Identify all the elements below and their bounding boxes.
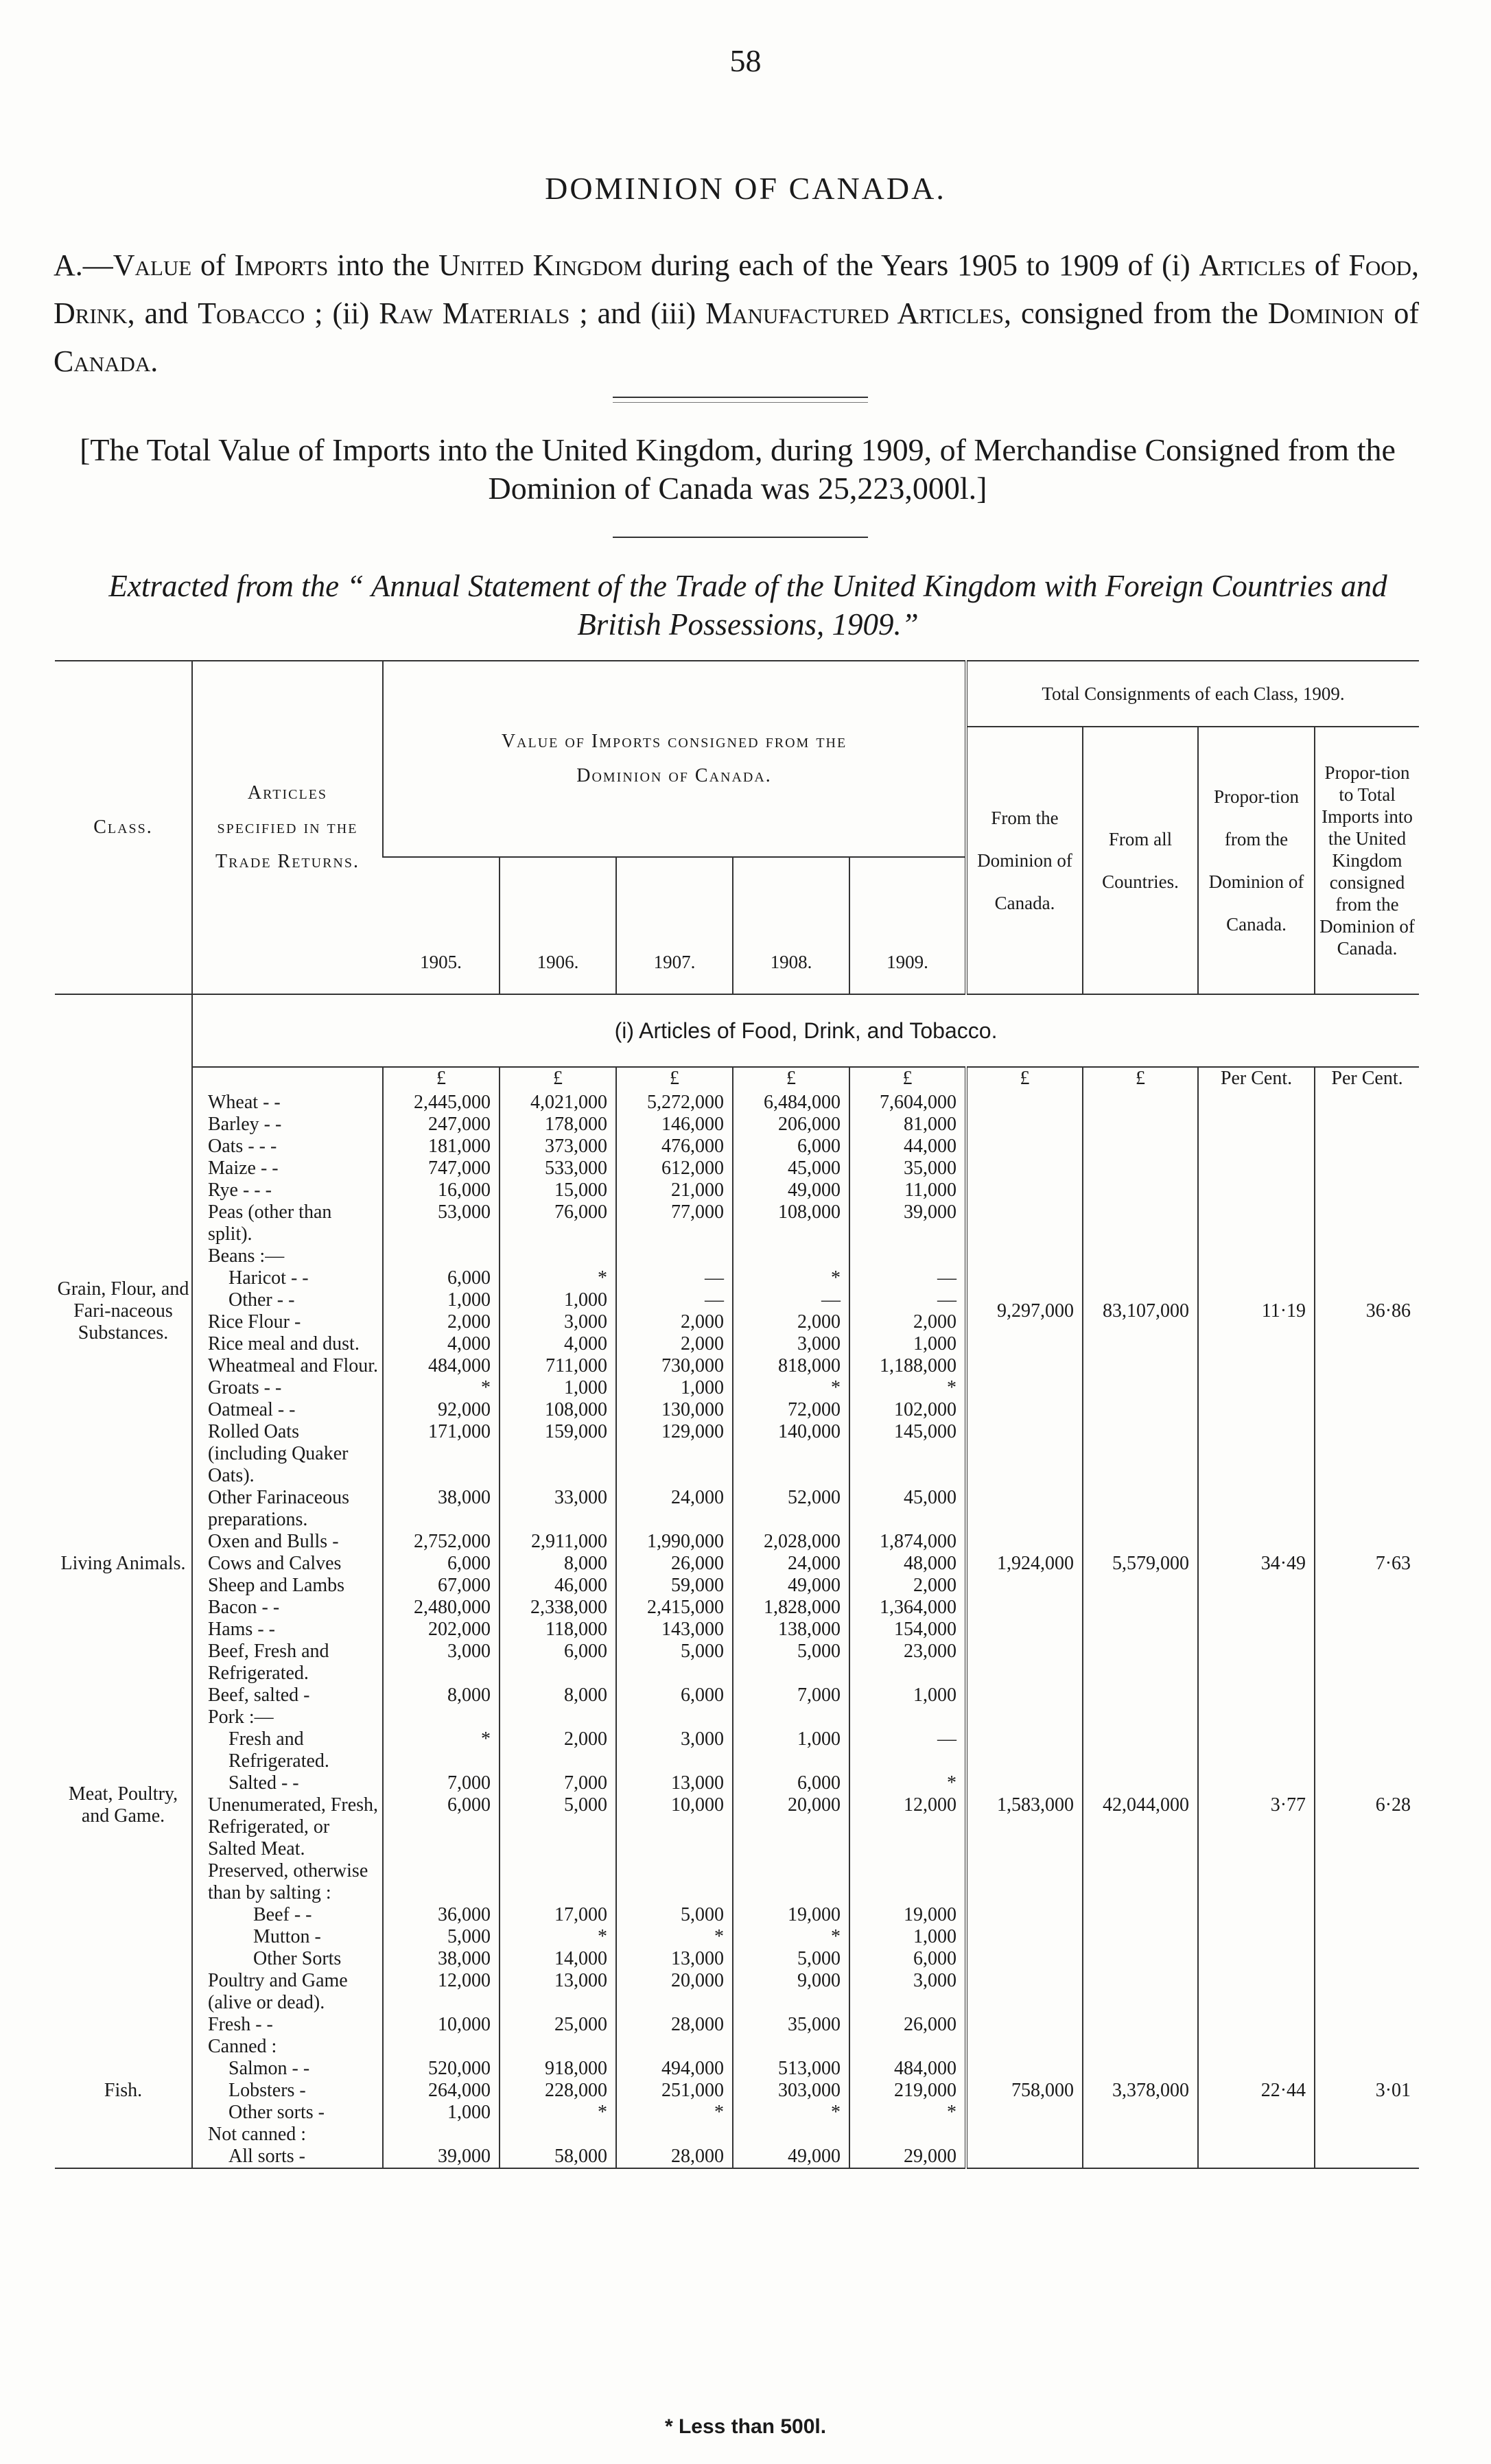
value-cell: 1,188,000 (849, 1355, 966, 1377)
value-cell: 5,000 (383, 1926, 500, 1948)
value-cell: 6,000 (616, 1685, 733, 1706)
article-name: Beans :— (192, 1245, 383, 1267)
value-cell: 2,480,000 (383, 1597, 500, 1619)
value-cell: * (500, 2102, 616, 2124)
value-cell: 12,000 (383, 1970, 500, 2014)
value-cell: 146,000 (616, 1114, 733, 1136)
value-cell: 145,000 (849, 1421, 966, 1487)
unit-label: £ (500, 1067, 616, 1092)
value-cell (733, 1706, 849, 1728)
value-cell: 81,000 (849, 1114, 966, 1136)
value-cell (500, 1860, 616, 1904)
value-cell: 6,000 (383, 1553, 500, 1575)
article-name: Rice meal and dust. (192, 1333, 383, 1355)
value-cell (733, 2124, 849, 2146)
value-cell: 533,000 (500, 1158, 616, 1180)
article-name: Other Farinaceous preparations. (192, 1487, 383, 1531)
value-cell (500, 1245, 616, 1267)
value-cell: 1,000 (849, 1926, 966, 1948)
value-cell: 7,604,000 (849, 1092, 966, 1114)
value-cell: 181,000 (383, 1136, 500, 1158)
value-cell: 38,000 (383, 1948, 500, 1970)
article-name: Rolled Oats (including Quaker Oats). (192, 1421, 383, 1487)
proportion-to-total: 6·28 (1315, 1597, 1419, 2014)
value-cell: 3,000 (500, 1311, 616, 1333)
article-name: Cows and Calves (192, 1553, 383, 1575)
value-cell: 2,028,000 (733, 1531, 849, 1553)
header-year-1906: 1906. (500, 857, 616, 994)
article-name: Other sorts - (192, 2102, 383, 2124)
value-cell: — (616, 1267, 733, 1289)
value-cell: * (733, 1377, 849, 1399)
value-cell: 5,000 (616, 1641, 733, 1685)
value-cell: 219,000 (849, 2080, 966, 2102)
article-name: Oats - - - (192, 1136, 383, 1158)
value-cell: 494,000 (616, 2058, 733, 2080)
article-name: Haricot - - (192, 1267, 383, 1289)
value-cell: 1,000 (849, 1685, 966, 1706)
value-cell: — (849, 1267, 966, 1289)
value-cell: 19,000 (733, 1904, 849, 1926)
class-label: Living Animals. (60, 1553, 186, 1574)
value-cell (616, 1245, 733, 1267)
proportion-from-dominion: 11·19 (1198, 1092, 1315, 1531)
article-name: Oxen and Bulls - (192, 1531, 383, 1553)
article-name: Sheep and Lambs (192, 1575, 383, 1597)
value-cell (383, 1245, 500, 1267)
value-cell (383, 2124, 500, 2146)
article-name: Fresh and Refrigerated. (192, 1728, 383, 1772)
total-from-dominion: 1,583,000 (966, 1597, 1083, 2014)
proportion-to-total: 7·63 (1315, 1531, 1419, 1597)
value-cell (849, 2036, 966, 2058)
value-cell: 303,000 (733, 2080, 849, 2102)
header-year-1905: 1905. (383, 857, 500, 994)
value-cell: 206,000 (733, 1114, 849, 1136)
unit-label: £ (966, 1067, 1083, 1092)
value-cell: 818,000 (733, 1355, 849, 1377)
class-label: Fish. (104, 2080, 143, 2101)
header-from-all: From all Countries. (1083, 727, 1198, 994)
class-label: Grain, Flour, and Fari-naceous Substances. (57, 1278, 189, 1344)
article-name: Groats - - (192, 1377, 383, 1399)
value-cell: 1,000 (616, 1377, 733, 1399)
value-cell: 202,000 (383, 1619, 500, 1641)
header-total-group: Total Consignments of each Class, 1909. (966, 661, 1419, 727)
header-value-group: Value of Imports consigned from the Dominion of Canada. (383, 661, 966, 857)
article-name: Beef - - (192, 1904, 383, 1926)
value-cell: 228,000 (500, 2080, 616, 2102)
value-cell: 6,484,000 (733, 1092, 849, 1114)
divider-rule (613, 402, 868, 403)
value-cell: 9,000 (733, 1970, 849, 2014)
total-value-note: [The Total Value of Imports into the United Kingdom, during 1909, of Merchandise Consigned from the Dominion of Canada was 25,223,000l.] (80, 432, 1396, 506)
proportion-to-total: 36·86 (1315, 1092, 1419, 1531)
value-cell: 15,000 (500, 1180, 616, 1201)
value-cell: 58,000 (500, 2146, 616, 2168)
value-cell: 138,000 (733, 1619, 849, 1641)
value-cell: 711,000 (500, 1355, 616, 1377)
value-cell: 24,000 (616, 1487, 733, 1531)
value-cell: 918,000 (500, 2058, 616, 2080)
value-cell: 108,000 (733, 1201, 849, 1245)
value-cell: 39,000 (849, 1201, 966, 1245)
value-cell: 1,000 (383, 2102, 500, 2124)
value-cell: 6,000 (500, 1641, 616, 1685)
value-cell: 26,000 (849, 2014, 966, 2036)
value-cell: 730,000 (616, 1355, 733, 1377)
total-from-all: 5,579,000 (1083, 1531, 1198, 1597)
unit-label: £ (849, 1067, 966, 1092)
value-cell: 1,874,000 (849, 1531, 966, 1553)
total-from-dominion: 9,297,000 (966, 1092, 1083, 1531)
value-cell: 1,000 (849, 1333, 966, 1355)
value-cell: 25,000 (500, 2014, 616, 2036)
total-from-all: 3,378,000 (1083, 2014, 1198, 2168)
article-name: Unenumerated, Fresh, Refrigerated, or Salted Meat. (192, 1794, 383, 1860)
value-cell: 1,828,000 (733, 1597, 849, 1619)
value-cell: 2,000 (616, 1311, 733, 1333)
value-cell: 13,000 (616, 1772, 733, 1794)
total-from-all: 42,044,000 (1083, 1597, 1198, 2014)
value-cell: 23,000 (849, 1641, 966, 1685)
value-cell: 77,000 (616, 1201, 733, 1245)
value-cell: 7,000 (383, 1772, 500, 1794)
page-number: 58 (729, 43, 762, 78)
value-cell: 1,000 (500, 1289, 616, 1311)
value-cell: 67,000 (383, 1575, 500, 1597)
value-cell: 373,000 (500, 1136, 616, 1158)
value-cell: 38,000 (383, 1487, 500, 1531)
value-cell: 1,000 (733, 1728, 849, 1772)
value-cell: 39,000 (383, 2146, 500, 2168)
value-cell: 140,000 (733, 1421, 849, 1487)
proportion-to-total: 3·01 (1315, 2014, 1419, 2168)
value-cell: 1,000 (383, 1289, 500, 1311)
value-cell: 53,000 (383, 1201, 500, 1245)
value-cell: — (849, 1289, 966, 1311)
value-cell: 17,000 (500, 1904, 616, 1926)
table-row (55, 2014, 1419, 2036)
value-cell (500, 1706, 616, 1728)
article-name: Hams - - (192, 1619, 383, 1641)
value-cell: 2,445,000 (383, 1092, 500, 1114)
article-name: Peas (other than split). (192, 1201, 383, 1245)
value-cell: 48,000 (849, 1553, 966, 1575)
article-name: Bacon - - (192, 1597, 383, 1619)
value-cell: 484,000 (383, 1355, 500, 1377)
value-cell: 12,000 (849, 1794, 966, 1860)
value-cell: 2,415,000 (616, 1597, 733, 1619)
divider-rule (613, 537, 868, 538)
value-cell (733, 1860, 849, 1904)
value-cell (849, 1706, 966, 1728)
value-cell: 8,000 (383, 1685, 500, 1706)
value-cell: 251,000 (616, 2080, 733, 2102)
value-cell: 6,000 (849, 1948, 966, 1970)
value-cell: 5,000 (500, 1794, 616, 1860)
value-cell: * (616, 1926, 733, 1948)
value-cell: * (849, 2102, 966, 2124)
value-cell: 2,000 (733, 1311, 849, 1333)
value-cell: 29,000 (849, 2146, 966, 2168)
value-cell: 49,000 (733, 2146, 849, 2168)
unit-label: Per Cent. (1315, 1067, 1419, 1092)
value-cell: — (616, 1289, 733, 1311)
value-cell: * (733, 1267, 849, 1289)
unit-label: Per Cent. (1198, 1067, 1315, 1092)
header-proportion-total: Propor-tion to Total Imports into the United Kingdom consigned from the Dominion of Canada. (1315, 727, 1419, 994)
value-cell (383, 1706, 500, 1728)
value-cell: 11,000 (849, 1180, 966, 1201)
value-cell: 4,000 (383, 1333, 500, 1355)
imports-table (55, 660, 1419, 2169)
value-cell (616, 1706, 733, 1728)
article-name: Preserved, otherwise than by salting : (192, 1860, 383, 1904)
article-name: Other Sorts (192, 1948, 383, 1970)
section-title: (i) Articles of Food, Drink, and Tobacco. (192, 994, 1419, 1067)
value-cell: 264,000 (383, 2080, 500, 2102)
value-cell: 52,000 (733, 1487, 849, 1531)
value-cell (733, 2036, 849, 2058)
value-cell: 2,000 (849, 1311, 966, 1333)
header-class: Class. (55, 661, 192, 994)
unit-label: £ (733, 1067, 849, 1092)
header-year-1907: 1907. (616, 857, 733, 994)
value-cell: * (849, 1377, 966, 1399)
value-cell: 45,000 (733, 1158, 849, 1180)
value-cell: 24,000 (733, 1553, 849, 1575)
value-cell: — (849, 1728, 966, 1772)
footnote: * Less than 500l. (664, 2415, 827, 2438)
value-cell: 2,000 (849, 1575, 966, 1597)
value-cell: 247,000 (383, 1114, 500, 1136)
value-cell: 2,752,000 (383, 1531, 500, 1553)
value-cell: 72,000 (733, 1399, 849, 1421)
value-cell: 3,000 (849, 1970, 966, 2014)
value-cell: 3,000 (733, 1333, 849, 1355)
value-cell (849, 1245, 966, 1267)
header-year-1908: 1908. (733, 857, 849, 994)
value-cell: 178,000 (500, 1114, 616, 1136)
value-cell: 49,000 (733, 1575, 849, 1597)
value-cell (849, 2124, 966, 2146)
value-cell: 76,000 (500, 1201, 616, 1245)
value-cell: — (733, 1289, 849, 1311)
value-cell: 2,000 (616, 1333, 733, 1355)
value-cell: 13,000 (616, 1948, 733, 1970)
value-cell: * (616, 2102, 733, 2124)
value-cell: 154,000 (849, 1619, 966, 1641)
article-name: Beef, Fresh and Refrigerated. (192, 1641, 383, 1685)
article-name: Wheat - - (192, 1092, 383, 1114)
value-cell: 10,000 (616, 1794, 733, 1860)
article-name: Salted - - (192, 1772, 383, 1794)
article-name: Wheatmeal and Flour. (192, 1355, 383, 1377)
table-heading: A.—Value of Imports into the United Kingdom during each of the Years 1905 to 1909 of (i) Articles of Food, Drink, and Tobacco ; (ii) Raw Materials ; and (iii) Manufactured Articles, consigned from the Dominion of Canada. (54, 248, 1420, 378)
value-cell: 1,990,000 (616, 1531, 733, 1553)
value-cell: 6,000 (383, 1267, 500, 1289)
value-cell (383, 1860, 500, 1904)
article-name: Rye - - - (192, 1180, 383, 1201)
unit-label: £ (383, 1067, 500, 1092)
value-cell: * (383, 1728, 500, 1772)
value-cell: 102,000 (849, 1399, 966, 1421)
value-cell: 14,000 (500, 1948, 616, 1970)
table-row (55, 1597, 1419, 1619)
value-cell: 21,000 (616, 1180, 733, 1201)
article-name: Oatmeal - - (192, 1399, 383, 1421)
value-cell: 1,000 (500, 1377, 616, 1399)
value-cell (616, 2036, 733, 2058)
value-cell: 7,000 (733, 1685, 849, 1706)
value-cell: 7,000 (500, 1772, 616, 1794)
total-from-dominion: 1,924,000 (966, 1531, 1083, 1597)
total-from-dominion: 758,000 (966, 2014, 1083, 2168)
value-cell: 26,000 (616, 1553, 733, 1575)
value-cell: * (733, 2102, 849, 2124)
value-cell: 49,000 (733, 1180, 849, 1201)
value-cell: 4,021,000 (500, 1092, 616, 1114)
value-cell: 46,000 (500, 1575, 616, 1597)
value-cell: 5,000 (616, 1904, 733, 1926)
value-cell: 6,000 (383, 1794, 500, 1860)
value-cell: * (733, 1926, 849, 1948)
article-name: Beef, salted - (192, 1685, 383, 1706)
article-name: Not canned : (192, 2124, 383, 2146)
value-cell: 92,000 (383, 1399, 500, 1421)
extract-source-note: Extracted from the “ Annual Statement of the Trade of the United Kingdom with Foreign Countries and British Possessions, 1909.” (108, 569, 1387, 642)
value-cell: * (500, 1926, 616, 1948)
value-cell: 20,000 (733, 1794, 849, 1860)
value-cell: 2,911,000 (500, 1531, 616, 1553)
value-cell: 44,000 (849, 1136, 966, 1158)
value-cell: 8,000 (500, 1685, 616, 1706)
value-cell (500, 2124, 616, 2146)
header-articles: Articles specified in the Trade Returns. (192, 661, 383, 994)
article-name: Poultry and Game (alive or dead). (192, 1970, 383, 2014)
divider-rule (613, 397, 868, 398)
value-cell: 476,000 (616, 1136, 733, 1158)
value-cell: 59,000 (616, 1575, 733, 1597)
value-cell: 118,000 (500, 1619, 616, 1641)
value-cell: 513,000 (733, 2058, 849, 2080)
article-name: Fresh - - (192, 2014, 383, 2036)
class-label: Meat, Poultry, and Game. (68, 1783, 178, 1827)
value-cell (616, 2124, 733, 2146)
value-cell (849, 1860, 966, 1904)
value-cell: 143,000 (616, 1619, 733, 1641)
value-cell: 3,000 (383, 1641, 500, 1685)
value-cell: 6,000 (733, 1772, 849, 1794)
value-cell: 747,000 (383, 1158, 500, 1180)
article-name: Salmon - - (192, 2058, 383, 2080)
value-cell: * (849, 1772, 966, 1794)
value-cell: 3,000 (616, 1728, 733, 1772)
value-cell: 10,000 (383, 2014, 500, 2036)
value-cell: 2,338,000 (500, 1597, 616, 1619)
proportion-from-dominion: 22·44 (1198, 2014, 1315, 2168)
article-name: Lobsters - (192, 2080, 383, 2102)
value-cell: 108,000 (500, 1399, 616, 1421)
value-cell: 13,000 (500, 1970, 616, 2014)
header-from-dominion: From the Dominion of Canada. (966, 727, 1083, 994)
value-cell (733, 1245, 849, 1267)
value-cell: 6,000 (733, 1136, 849, 1158)
value-cell: 28,000 (616, 2014, 733, 2036)
country-title: DOMINION OF CANADA. (545, 171, 946, 206)
value-cell: 2,000 (383, 1311, 500, 1333)
article-name: Rice Flour - (192, 1311, 383, 1333)
value-cell: 171,000 (383, 1421, 500, 1487)
value-cell: 2,000 (500, 1728, 616, 1772)
value-cell: 33,000 (500, 1487, 616, 1531)
proportion-from-dominion: 34·49 (1198, 1531, 1315, 1597)
table-row (55, 1092, 1419, 1114)
proportion-from-dominion: 3·77 (1198, 1597, 1315, 2014)
value-cell (500, 2036, 616, 2058)
value-cell: 1,364,000 (849, 1597, 966, 1619)
value-cell: 8,000 (500, 1553, 616, 1575)
value-cell: 35,000 (849, 1158, 966, 1180)
article-name: Pork :— (192, 1706, 383, 1728)
article-name: Maize - - (192, 1158, 383, 1180)
value-cell: 5,272,000 (616, 1092, 733, 1114)
value-cell: 20,000 (616, 1970, 733, 2014)
value-cell: 45,000 (849, 1487, 966, 1531)
article-name: Barley - - (192, 1114, 383, 1136)
value-cell: 5,000 (733, 1641, 849, 1685)
article-name: Other - - (192, 1289, 383, 1311)
article-name: Canned : (192, 2036, 383, 2058)
value-cell: 520,000 (383, 2058, 500, 2080)
value-cell: 4,000 (500, 1333, 616, 1355)
header-year-1909: 1909. (849, 857, 966, 994)
value-cell: 5,000 (733, 1948, 849, 1970)
table-body (55, 1067, 1419, 2168)
value-cell: * (500, 1267, 616, 1289)
value-cell: 612,000 (616, 1158, 733, 1180)
table-row (55, 1531, 1419, 1553)
article-name: All sorts - (192, 2146, 383, 2168)
article-name: Mutton - (192, 1926, 383, 1948)
value-cell: 16,000 (383, 1180, 500, 1201)
value-cell: 159,000 (500, 1421, 616, 1487)
value-cell: 130,000 (616, 1399, 733, 1421)
value-cell (383, 2036, 500, 2058)
unit-label: £ (616, 1067, 733, 1092)
total-from-all: 83,107,000 (1083, 1092, 1198, 1531)
unit-label: £ (1083, 1067, 1198, 1092)
value-cell: 19,000 (849, 1904, 966, 1926)
header-proportion: Propor-tion from the Dominion of Canada. (1198, 727, 1315, 994)
value-cell: 36,000 (383, 1904, 500, 1926)
value-cell: 28,000 (616, 2146, 733, 2168)
value-cell: 484,000 (849, 2058, 966, 2080)
value-cell: 35,000 (733, 2014, 849, 2036)
value-cell: * (383, 1377, 500, 1399)
value-cell: 129,000 (616, 1421, 733, 1487)
value-cell (616, 1860, 733, 1904)
